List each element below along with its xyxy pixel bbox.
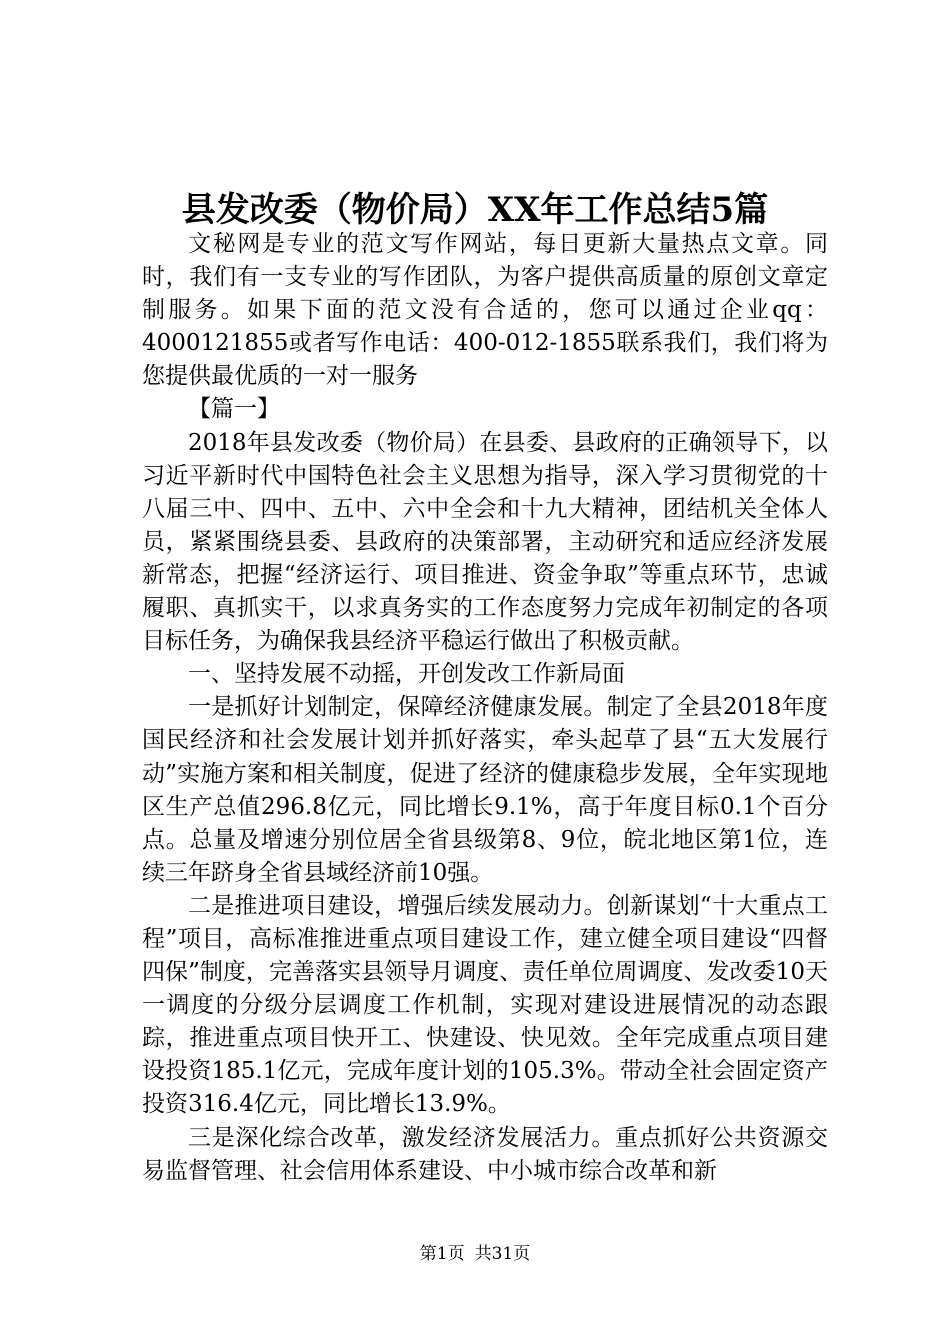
- intro-paragraph: 文秘网是专业的范文写作网站，每日更新大量热点文章。同时，我们有一支专业的写作团队，为客户提供高质量的原创文章定制服务。如果下面的范文没有合适的，您可以通过企业qq：4000121855或者写作电话：400-012-1855联系我们，我们将为您提供最优质的一对一服务: [142, 231, 828, 390]
- page-total: 共31页: [474, 1244, 531, 1264]
- body-paragraph: 二是推进项目建设，增强后续发展动力。创新谋划“十大重点工程”项目，高标准推进重点项目建设工作，建立健全项目建设“四督四保”制度，完善落实县领导月调度、责任单位周调度、发改委10天一调度的分级分层调度工作机制，实现对建设进展情况的动态跟踪，推进重点项目快开工、快建设、快见效。全年完成重点项目建设投资185.1亿元，完成年度计划的105.3%。带动全社会固定资产投资316.4亿元，同比增长13.9%。: [142, 892, 828, 1118]
- body-paragraph: 2018年县发改委（物价局）在县委、县政府的正确领导下，以习近平新时代中国特色社会主义思想为指导，深入学习贯彻党的十八届三中、四中、五中、六中全会和十九大精神，团结机关全体人员，紧紧围绕县委、县政府的决策部署，主动研究和适应经济发展新常态，把握“经济运行、项目推进、资金争取”等重点环节，忠诚履职、真抓实干，以求真务实的工作态度努力完成年初制定的各项目标任务，为确保我县经济平稳运行做出了积极贡献。: [142, 429, 828, 655]
- body-paragraph: 三是深化综合改革，激发经济发展活力。重点抓好公共资源交易监督管理、社会信用体系建设、中小城市综合改革和新: [142, 1124, 828, 1184]
- page-footer: [0, 1242, 950, 1266]
- section-heading: 一、坚持发展不动摇，开创发改工作新局面: [188, 661, 625, 688]
- document-title: 县发改委（物价局）XX年工作总结5篇: [181, 190, 769, 230]
- document-body: [142, 228, 828, 1188]
- body-paragraph: 一是抓好计划制定，保障经济健康发展。制定了全县2018年度国民经济和社会发展计划并抓好落实，牵头起草了县“五大发展行动”实施方案和相关制度，促进了经济的健康稳步发展，全年实现地区生产总值296.8亿元，同比增长9.1%，高于年度目标0.1个百分点。总量及增速分别位居全省县级第8、9位，皖北地区第1位，连续三年跻身全省县域经济前10强。: [142, 694, 828, 886]
- section-marker: 【篇一】: [188, 396, 280, 423]
- page-number: 第1页: [419, 1244, 465, 1264]
